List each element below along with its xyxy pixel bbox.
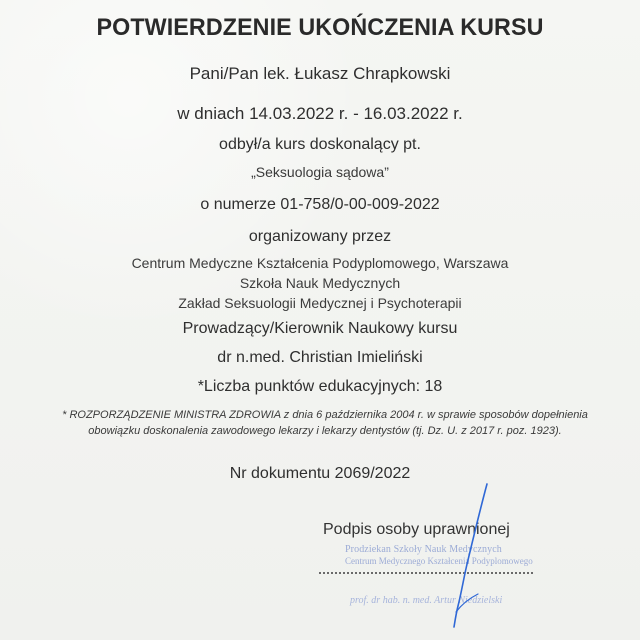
course-title: „Seksuologia sądowa” bbox=[251, 164, 389, 180]
organizer-line-1: Centrum Medyczne Kształcenia Podyplomowego, Warszawa bbox=[131, 255, 509, 271]
stamp-line-2: Centrum Medycznego Kształcenia Podyplomowego bbox=[345, 556, 533, 566]
document-title: POTWIERDZENIE UKOŃCZENIA KURSU bbox=[96, 14, 544, 41]
stamp-line-3: prof. dr hab. n. med. Artur Niedzielski bbox=[350, 595, 503, 606]
organizer-line-2: Szkoła Nauk Medycznych bbox=[239, 275, 401, 291]
regulation-footnote: * ROZPORZĄDZENIE MINISTRA ZDROWIA z dnia 6 października 2004 r. w sprawie sposobów dopełnienia obowiązku doskonalenia zawodowego lekarzy i lekarzy dentystów (tj. Dz. U. z 2017 r. poz. 1923). bbox=[62, 409, 588, 437]
signature-dotted-line bbox=[319, 572, 533, 574]
course-intro: odbył/a kurs doskonalący pt. bbox=[219, 136, 421, 153]
organizer-line-3: Zakład Seksuologii Medycznej i Psychoterapii bbox=[178, 295, 462, 311]
recipient-line: Pani/Pan lek. Łukasz Chrapkowski bbox=[189, 64, 451, 83]
organized-by-label: organizowany przez bbox=[248, 228, 392, 245]
leader-label: Prowadzący/Kierownik Naukowy kursu bbox=[182, 320, 458, 337]
leader-name: dr n.med. Christian Imieliński bbox=[217, 349, 423, 366]
document-number: Nr dokumentu 2069/2022 bbox=[229, 465, 411, 482]
course-number-line: o numerze 01-758/0-00-009-2022 bbox=[200, 196, 440, 213]
stamp-line-1: Prodziekan Szkoły Nauk Medycznych bbox=[345, 544, 502, 555]
dates-line: w dniach 14.03.2022 r. - 16.03.2022 r. bbox=[177, 104, 463, 123]
education-points: *Liczba punktów edukacyjnych: 18 bbox=[197, 378, 443, 395]
signature-label: Podpis osoby uprawnionej bbox=[323, 521, 510, 538]
